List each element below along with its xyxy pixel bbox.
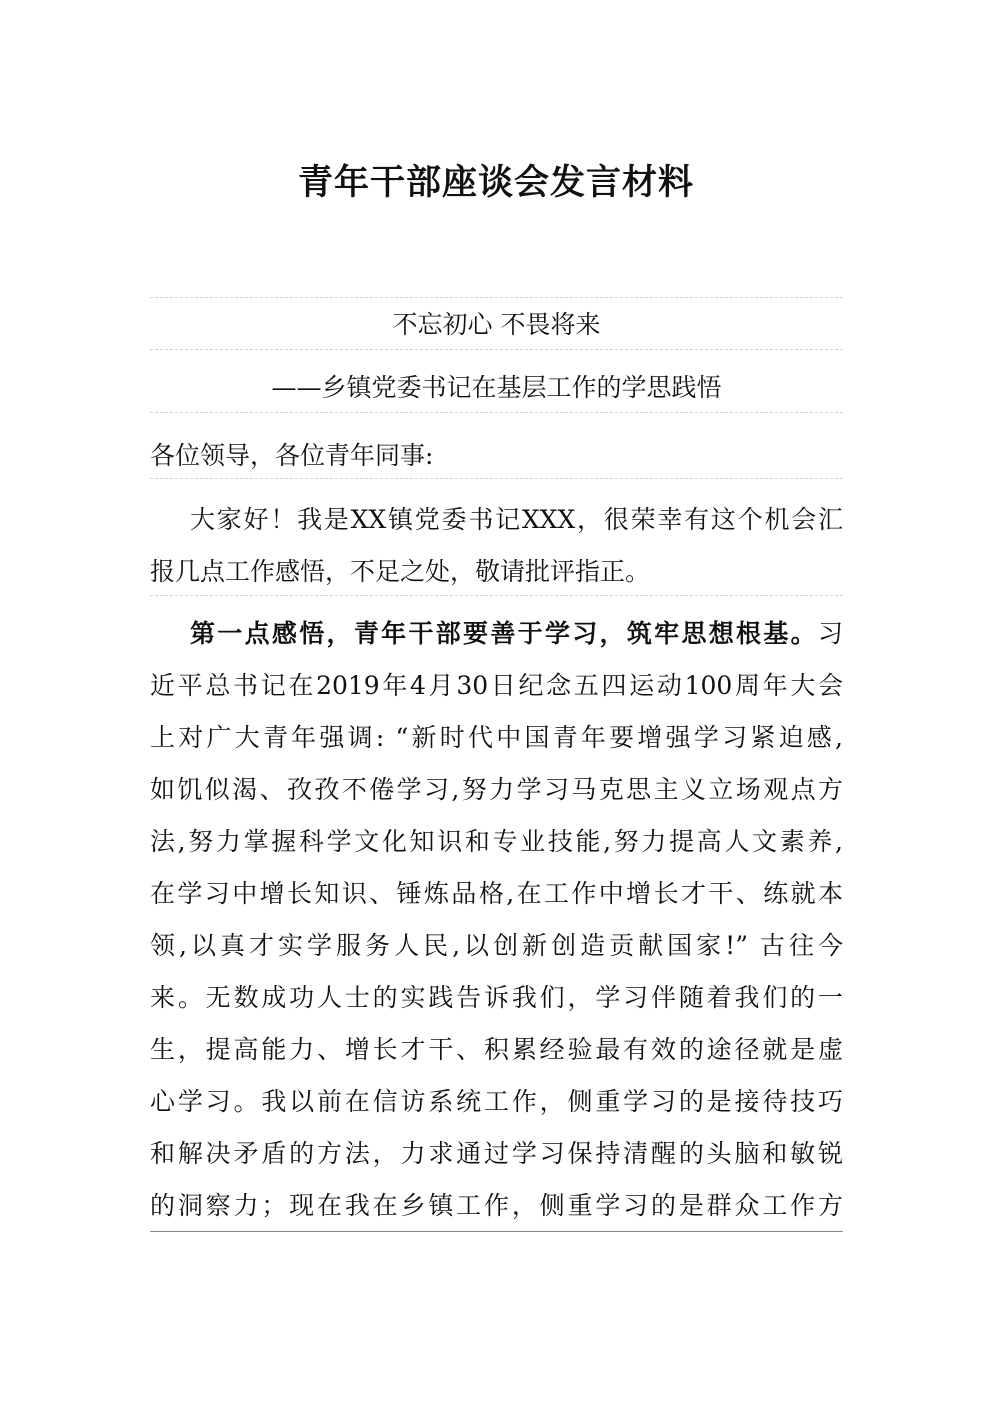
divider	[150, 595, 843, 596]
body-line: 的洞察力；现在我在乡镇工作，侧重学习的是群众工作方	[150, 1191, 843, 1220]
divider	[150, 412, 843, 413]
document-byline: ——乡镇党委书记在基层工作的学思践悟	[271, 373, 722, 402]
document-subtitle: 不忘初心 不畏将来	[392, 310, 601, 339]
body-line: 上对广大青年强调: “新时代中国青年要增强学习紧迫感,	[150, 723, 843, 752]
divider	[150, 349, 843, 350]
divider	[150, 478, 843, 479]
body-line: 领,以真才实学服务人民,以创新创造贡献国家!” 古往今	[150, 931, 843, 960]
intro-line: 大家好！我是XX镇党委书记XXX，很荣幸有这个机会汇	[190, 505, 843, 534]
section1-paragraph	[150, 608, 843, 1232]
section1-heading-tail: 习	[817, 619, 843, 648]
section1-heading: 第一点感悟，青年干部要善于学习，筑牢思想根基。	[190, 619, 818, 648]
body-line: 心学习。我以前在信访系统工作，侧重学习的是接待技巧	[150, 1087, 843, 1116]
body-line: 近平总书记在2019年4月30日纪念五四运动100周年大会	[150, 671, 843, 700]
body-line: 法,努力掌握科学文化知识和专业技能,努力提高人文素养,	[150, 827, 843, 856]
section1-first-line	[150, 608, 843, 660]
body-line: 来。无数成功人士的实践告诉我们，学习伴随着我们的一	[150, 983, 843, 1012]
intro-paragraph	[150, 494, 843, 598]
bottom-rule	[150, 1231, 843, 1232]
divider	[150, 297, 843, 298]
body-line: 和解决矛盾的方法，力求通过学习保持清醒的头脑和敏锐	[150, 1139, 843, 1168]
body-line: 在学习中增长知识、锤炼品格,在工作中增长才干、练就本	[150, 879, 843, 908]
body-line: 如饥似渴、孜孜不倦学习,努力学习马克思主义立场观点方	[150, 775, 843, 804]
document-title: 青年干部座谈会发言材料	[297, 162, 694, 203]
intro-line: 报几点工作感悟，不足之处，敬请批评指正。	[150, 557, 651, 586]
body-line: 生，提高能力、增长才干、积累经验最有效的途径就是虚	[150, 1035, 843, 1064]
salutation: 各位领导，各位青年同事:	[150, 441, 434, 470]
